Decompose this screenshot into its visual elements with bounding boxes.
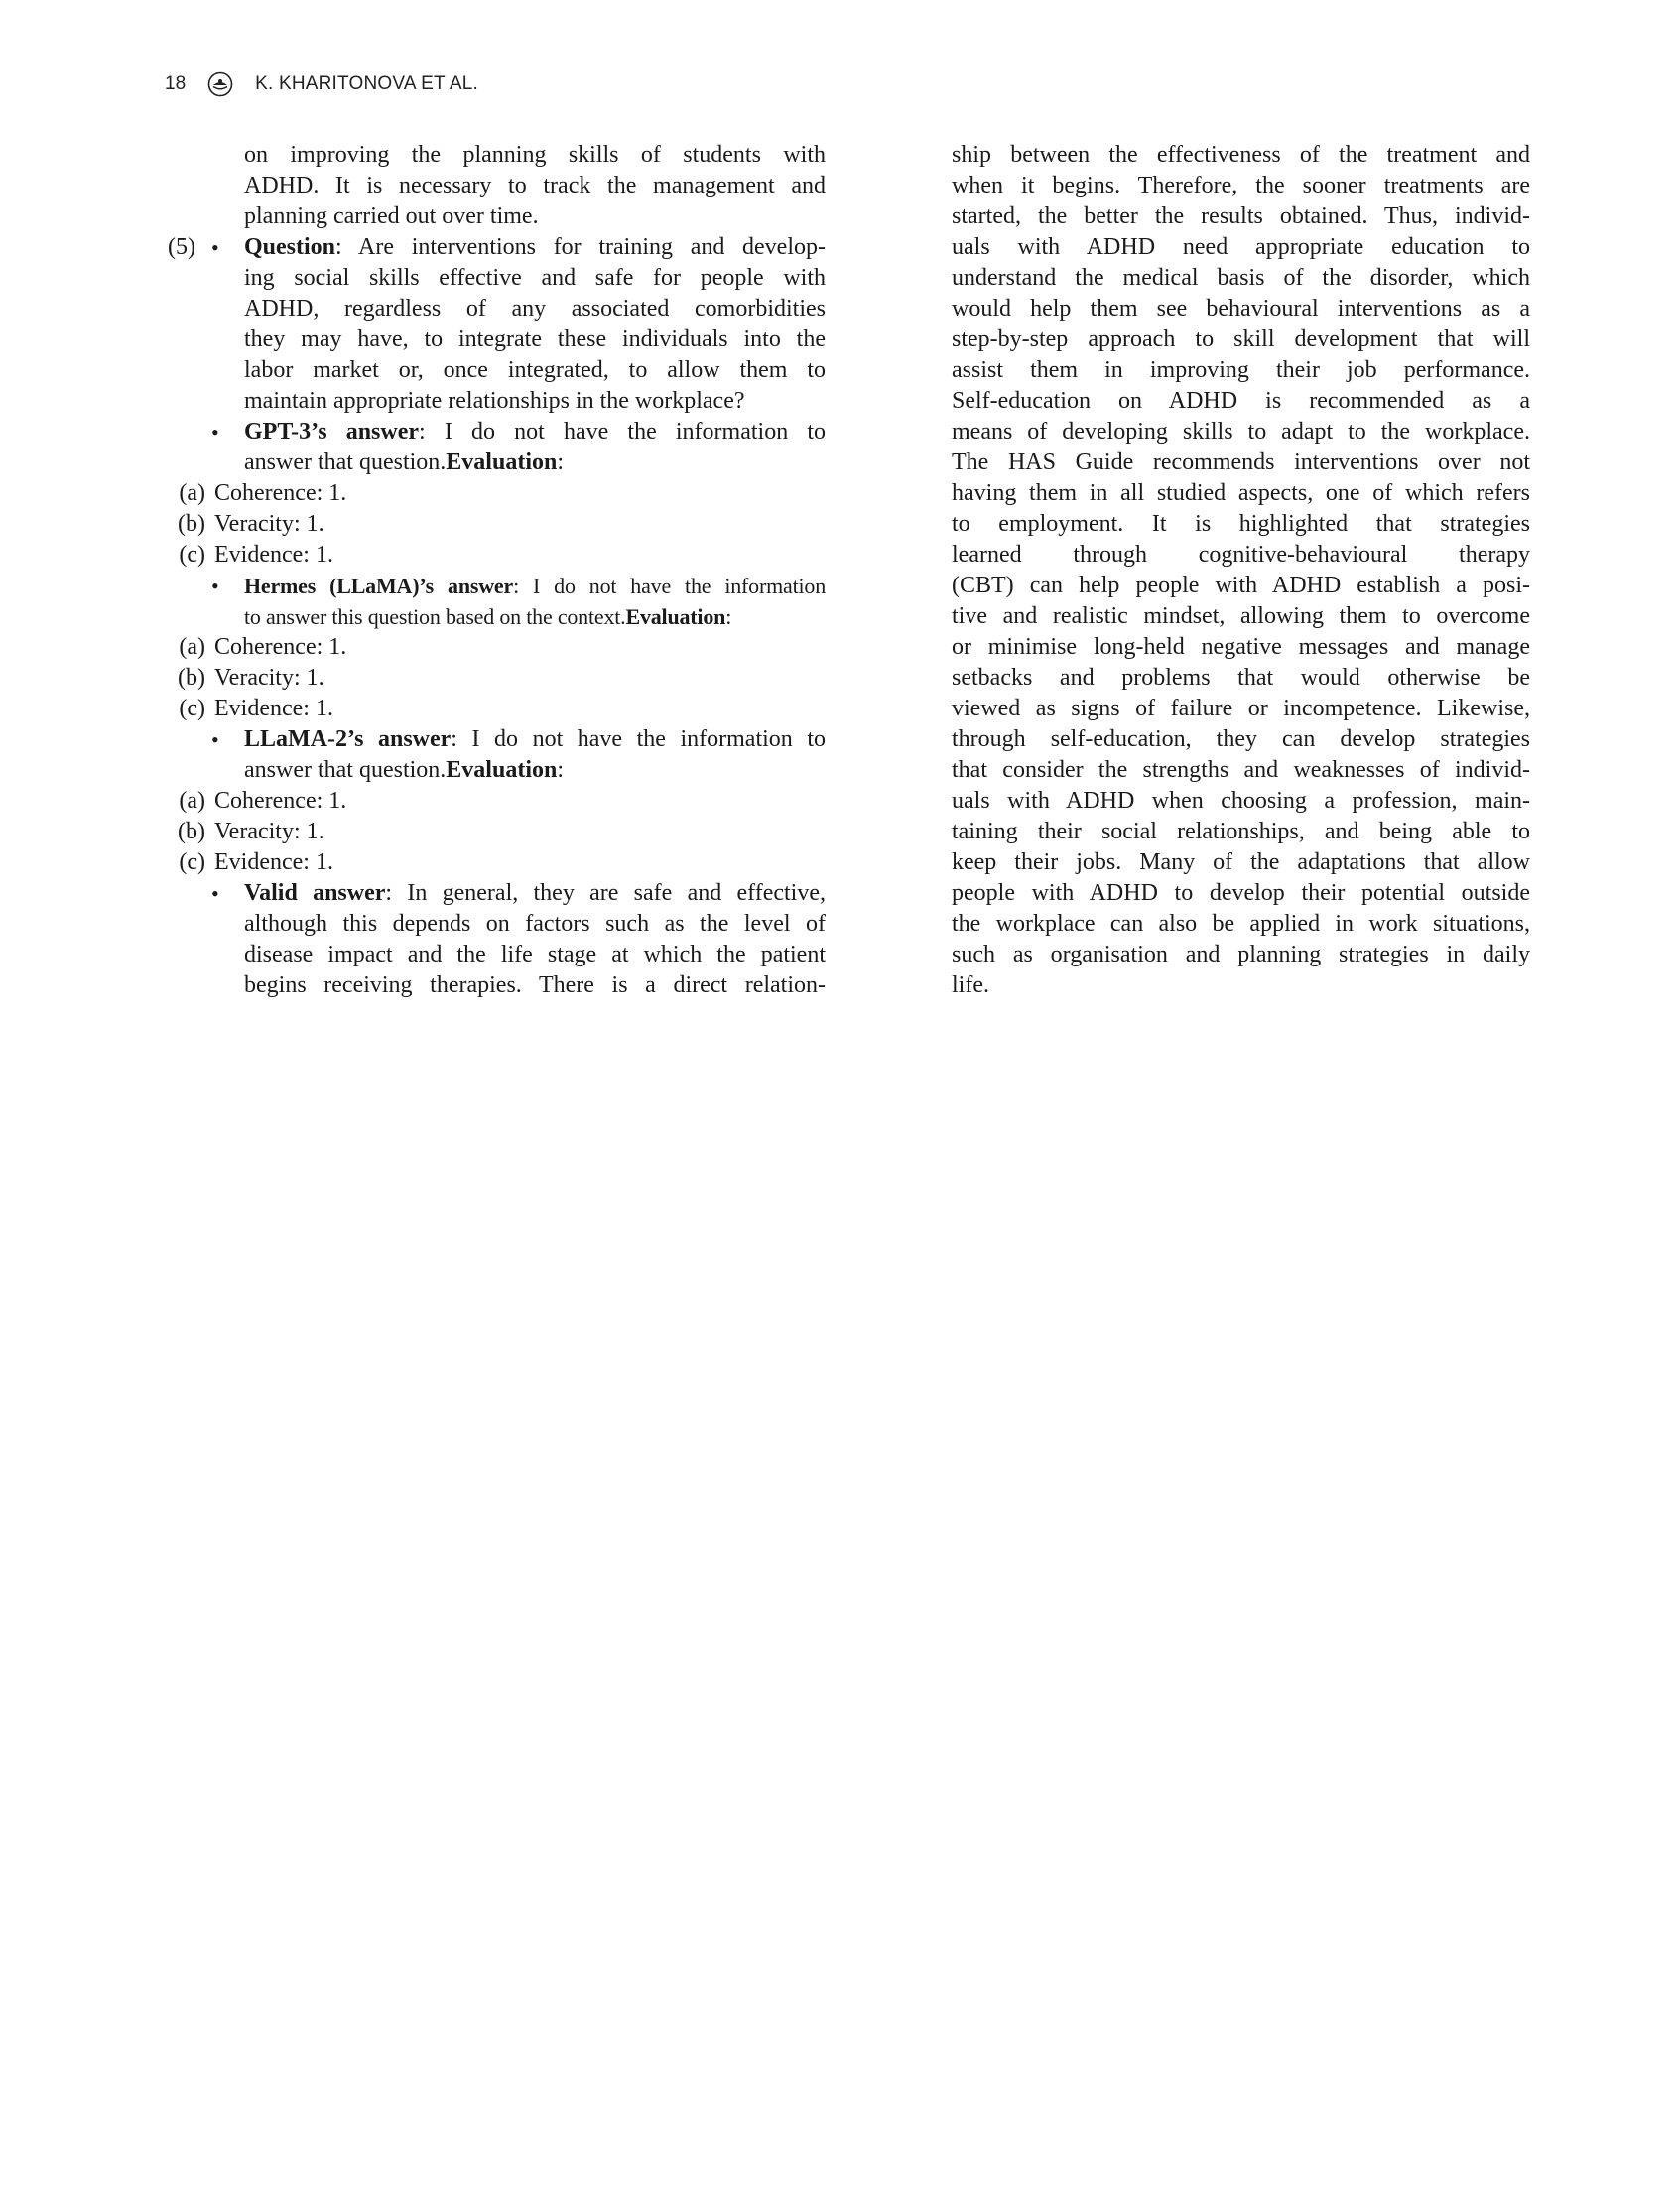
bullet-icon: • [211, 727, 219, 752]
text-line: ship between the effectiveness of the treatment and [952, 142, 1530, 168]
text-line: ADHD, regardless of any associated comorbidities [244, 296, 826, 322]
text-line: started, the better the results obtained. Thus, individ- [952, 203, 1530, 229]
text-line: such as organisation and planning strategies in daily [952, 942, 1530, 967]
llama2-answer-line: • LLaMA-2’s answer: I do not have the information to [159, 724, 826, 755]
running-header-authors: K. KHARITONOVA ET AL. [255, 73, 479, 94]
text-line: uals with ADHD when choosing a profession, main- [952, 788, 1530, 814]
text-line: planning carried out over time. [244, 203, 539, 229]
text-line: life. [952, 972, 989, 998]
text-line: means of developing skills to adapt to the workplace. [952, 419, 1530, 445]
text-line: disease impact and the life stage at which the patient [244, 942, 826, 967]
text-line: people with ADHD to develop their potential outside [952, 880, 1530, 906]
publisher-logo-icon [207, 71, 233, 97]
text-line: keep their jobs. Many of the adaptations that allow [952, 849, 1530, 875]
question-line: (5) • Question: Are interventions for training and develop- [159, 232, 826, 263]
valid-answer-label: Valid answer [244, 880, 386, 906]
valid-answer-line: • Valid answer: In general, they are safe and effective, [159, 878, 826, 909]
text-line: to employment. It is highlighted that strategies [952, 511, 1530, 537]
question-label: Question [244, 234, 336, 260]
text-line: learned through cognitive-behavioural therapy [952, 542, 1530, 568]
llama2-answer-label: LLaMA-2’s answer [244, 726, 452, 752]
text-line: begins receiving therapies. There is a direct relation- [244, 972, 826, 998]
evaluation-label: Evaluation [625, 604, 726, 629]
text-line: the workplace can also be applied in work situations, [952, 911, 1530, 937]
text-line: labor market or, once integrated, to allow them to [244, 357, 826, 383]
text-line: on improving the planning skills of students with [244, 142, 826, 168]
score-item: (b) Veracity: 1. [178, 665, 324, 691]
score-item: (a) Coherence: 1. [179, 788, 347, 814]
text-line: setbacks and problems that would otherwise be [952, 665, 1530, 691]
bullet-icon: • [211, 881, 219, 906]
text-line: uals with ADHD need appropriate education to [952, 234, 1530, 260]
text-line: having them in all studied aspects, one of which refers [952, 480, 1530, 506]
score-item: (c) Evidence: 1. [179, 542, 333, 568]
text-line: Self-education on ADHD is recommended as a [952, 388, 1530, 414]
text-line: they may have, to integrate these individuals into the [244, 326, 826, 352]
score-item: (b) Veracity: 1. [178, 511, 324, 537]
evaluation-label: Evaluation [446, 450, 558, 475]
running-header [165, 69, 478, 99]
score-item: (c) Evidence: 1. [179, 849, 333, 875]
bullet-icon: • [211, 235, 219, 260]
score-item: (a) Coherence: 1. [179, 480, 347, 506]
text-line: would help them see behavioural interventions as a [952, 296, 1530, 322]
text-line: ing social skills effective and safe for people with [244, 265, 826, 291]
text-line: The HAS Guide recommends interventions over not [952, 450, 1530, 475]
text-line: viewed as signs of failure or incompetence. Likewise, [952, 696, 1530, 721]
text-line: taining their social relationships, and being able to [952, 819, 1530, 844]
bullet-icon: • [211, 574, 219, 598]
hermes-answer-line2: to answer this question based on the context.Evaluation: [244, 604, 732, 629]
item-number: (5) [168, 234, 195, 260]
text-line: or minimise long-held negative messages and manage [952, 634, 1530, 660]
score-item: (b) Veracity: 1. [178, 819, 324, 844]
text-line: ADHD. It is necessary to track the management and [244, 173, 826, 198]
text-line: although this depends on factors such as the level of [244, 911, 826, 937]
gpt3-answer-line: • GPT-3’s answer: I do not have the information to [159, 417, 826, 448]
text-line: when it begins. Therefore, the sooner treatments are [952, 173, 1530, 198]
hermes-answer-line: • Hermes (LLaMA)’s answer: I do not have the information [159, 571, 826, 601]
text-line: through self-education, they can develop strategies [952, 726, 1530, 752]
text-line: that consider the strengths and weaknesses of individ- [952, 757, 1530, 783]
score-item: (a) Coherence: 1. [179, 634, 347, 660]
bullet-icon: • [211, 420, 219, 445]
score-item: (c) Evidence: 1. [179, 696, 333, 721]
gpt3-answer-line2: answer that question.Evaluation: [244, 450, 564, 475]
text-line: step-by-step approach to skill development that will [952, 326, 1530, 352]
left-column [159, 140, 826, 1001]
gpt3-answer-label: GPT-3’s answer [244, 419, 420, 445]
evaluation-label: Evaluation [446, 757, 558, 783]
right-column [952, 140, 1530, 1001]
text-line: understand the medical basis of the disorder, which [952, 265, 1530, 291]
text-line: maintain appropriate relationships in the workplace? [244, 388, 745, 414]
hermes-answer-label: Hermes (LLaMA)’s answer [244, 574, 514, 598]
page-number: 18 [165, 73, 187, 94]
text-line: tive and realistic mindset, allowing them to overcome [952, 603, 1530, 629]
text-line: assist them in improving their job performance. [952, 357, 1530, 383]
llama2-answer-line2: answer that question.Evaluation: [244, 757, 564, 783]
text-line: (CBT) can help people with ADHD establish a posi- [952, 573, 1530, 598]
